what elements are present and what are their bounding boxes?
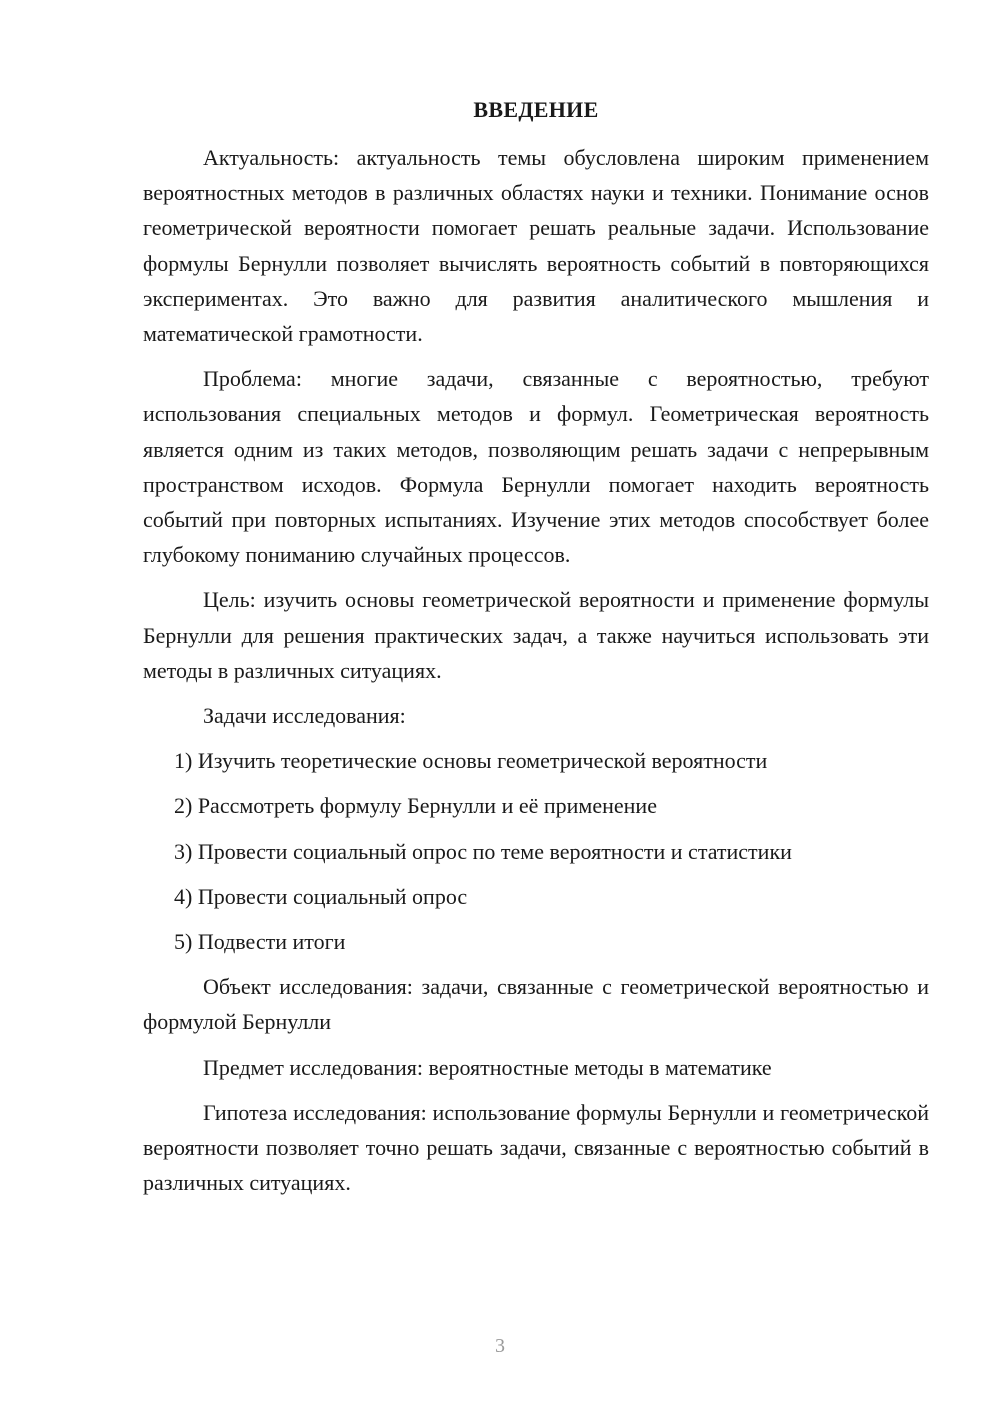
paragraph-problem: Проблема: многие задачи, связанные с вероятностью, требуют использования специальных методов и формул. Геометрическая вероятность является одним из таких методов, позволяющим решать задачи с непрерывным пространством исходов. Формула Бернулли помогает находить вероятность событий при повторных испытаниях. Изучение этих методов способствует более глубокому пониманию случайных процессов. xyxy=(143,366,929,568)
list-item: 4) Провести социальный опрос xyxy=(174,883,468,909)
tasks-list xyxy=(143,743,929,959)
document-page xyxy=(143,94,929,1210)
list-item: 2) Рассмотреть формулу Бернулли и её применение xyxy=(174,793,657,819)
paragraph-object: Объект исследования: задачи, связанные с геометрической вероятностью и формулой Бернулли xyxy=(143,974,929,1035)
list-item: 5) Подвести итоги xyxy=(174,929,346,955)
paragraph-subject: Предмет исследования: вероятностные методы в математике xyxy=(203,1054,772,1080)
paragraph-relevance: Актуальность: актуальность темы обусловлена широким применением вероятностных методов в различных областях науки и техники. Понимание основ геометрической вероятности помогает решать реальные задачи. Использование формулы Бернулли позволяет вычислять вероятность событий в повторяющихся экспериментах. Это важно для развития аналитического мышления и математической грамотности. xyxy=(143,145,929,347)
list-item: 1) Изучить теоретические основы геометрической вероятности xyxy=(174,748,768,774)
list-item: 3) Провести социальный опрос по теме вероятности и статистики xyxy=(174,838,792,864)
paragraph-goal: Цель: изучить основы геометрической вероятности и применение формулы Бернулли для решения практических задач, а также научиться использовать эти методы в различных ситуациях. xyxy=(143,587,929,683)
section-title: ВВЕДЕНИЕ xyxy=(473,97,599,122)
paragraph-hypothesis: Гипотеза исследования: использование формулы Бернулли и геометрической вероятности позволяет точно решать задачи, связанные с вероятностью событий в различных ситуациях. xyxy=(143,1099,929,1196)
paragraph-tasks-heading: Задачи исследования: xyxy=(203,703,406,729)
page-number: 3 xyxy=(495,1335,505,1357)
